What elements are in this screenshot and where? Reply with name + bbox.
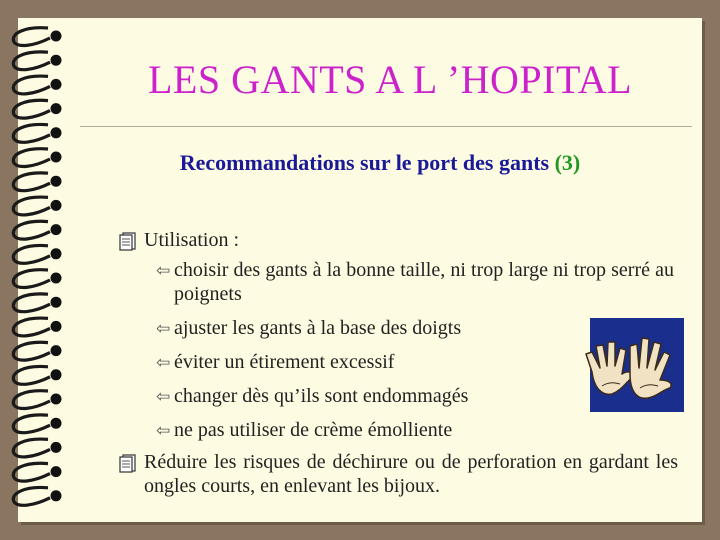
spiral-ring bbox=[13, 173, 61, 191]
spiral-ring bbox=[13, 28, 61, 46]
sub-bullet-item bbox=[112, 258, 678, 306]
spiral-binding bbox=[4, 24, 72, 514]
sub-bullet-text: changer dès qu’ils sont endommagés bbox=[174, 385, 469, 407]
gloves-drawing bbox=[582, 324, 682, 404]
spiral-ring bbox=[13, 391, 61, 409]
sub-bullet-item bbox=[112, 418, 678, 442]
notepad-bullet-icon bbox=[118, 453, 138, 473]
subtitle-text: Recommandations sur le port des gants bbox=[179, 150, 550, 175]
spiral-ring bbox=[13, 149, 61, 167]
spiral-ring bbox=[13, 294, 61, 312]
bullet-item-reduire bbox=[112, 450, 678, 498]
bullet-label: Réduire les risques de déchirure ou de perforation en gardant les ongles courts, en enlevant les bijoux. bbox=[144, 451, 678, 497]
gloves-clipart bbox=[590, 318, 684, 412]
spiral-ring bbox=[13, 52, 61, 70]
spiral-ring bbox=[13, 366, 61, 384]
sub-bullet-text: ajuster les gants à la base des doigts bbox=[174, 317, 462, 339]
spiral-ring bbox=[13, 342, 61, 360]
spiral-ring bbox=[13, 124, 61, 142]
spiral-ring bbox=[13, 197, 61, 215]
hollow-arrow-icon: ⇦ bbox=[156, 353, 171, 373]
spiral-ring bbox=[13, 463, 61, 481]
spiral-ring bbox=[13, 270, 61, 288]
hollow-arrow-icon: ⇦ bbox=[156, 261, 171, 281]
spiral-ring bbox=[13, 415, 61, 433]
slide-subtitle bbox=[80, 150, 680, 176]
hollow-arrow-icon: ⇦ bbox=[156, 319, 171, 339]
spiral-ring bbox=[13, 439, 61, 457]
sub-bullet-text: ne pas utiliser de crème émolliente bbox=[174, 419, 453, 441]
spiral-ring bbox=[13, 487, 61, 505]
spiral-ring bbox=[13, 245, 61, 263]
spiral-ring bbox=[13, 76, 61, 94]
spiral-ring bbox=[13, 100, 61, 118]
bullet-item-utilisation bbox=[112, 228, 678, 252]
subtitle-number: (3) bbox=[554, 150, 581, 175]
spiral-ring bbox=[13, 221, 61, 239]
notepad-bullet-icon bbox=[118, 231, 138, 251]
sub-bullet-text: éviter un étirement excessif bbox=[174, 351, 395, 373]
bullet-label: Utilisation : bbox=[144, 229, 239, 251]
spiral-ring bbox=[13, 318, 61, 336]
hollow-arrow-icon: ⇦ bbox=[156, 387, 171, 407]
slide-title: LES GANTS A L ’HOPITAL bbox=[147, 57, 633, 102]
hollow-arrow-icon: ⇦ bbox=[156, 421, 171, 441]
title-divider bbox=[80, 126, 692, 127]
sub-bullet-text: choisir des gants à la bonne taille, ni trop large ni trop serré au poignets bbox=[174, 259, 674, 305]
